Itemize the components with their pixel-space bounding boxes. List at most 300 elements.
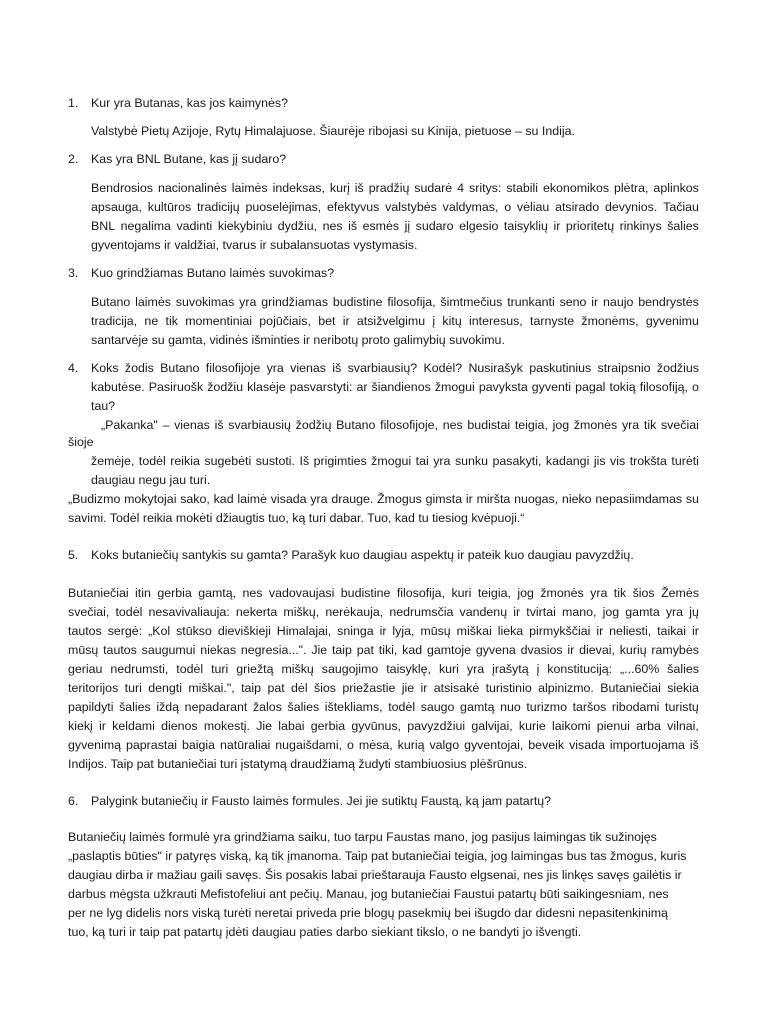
word: budistine xyxy=(332,295,383,309)
word: miškai.", xyxy=(188,681,235,695)
word: straipsnio xyxy=(597,361,651,375)
word: žodžiu xyxy=(207,380,244,394)
word: iš xyxy=(214,418,224,432)
word: mokytojai xyxy=(124,492,177,506)
answer-5-line xyxy=(68,698,699,717)
word: puoselėjimas, xyxy=(245,200,322,214)
word: apsauga, xyxy=(91,200,142,214)
word: geriau xyxy=(68,662,103,676)
word: žodžių xyxy=(295,418,332,432)
question-4-line xyxy=(91,359,699,378)
word: svarbiausių? xyxy=(347,361,418,375)
quote-line: savimi. Todėl reikia mokėti džiaugtis tuo, ką turi dabar. Tuo, kad tu tiesiog kvėpuoji.“ xyxy=(68,511,525,525)
word: kitų xyxy=(442,314,462,328)
word: yra xyxy=(433,454,451,468)
answer-5-line xyxy=(68,622,699,641)
answer-3-line xyxy=(91,312,699,331)
word: tik xyxy=(613,586,627,600)
word: yra xyxy=(590,586,608,600)
word: Butaniečiai xyxy=(68,586,129,600)
question-4-number: 4. xyxy=(68,361,79,375)
word: bendrystės xyxy=(638,295,699,309)
word: Pasiruošk xyxy=(148,380,204,394)
word: žmogui xyxy=(434,380,475,394)
word: pavyzdžiui xyxy=(407,719,466,733)
word: ne xyxy=(144,314,159,328)
word: mokestį. xyxy=(203,719,250,733)
answer-6-line: darbus mėgsta užkrauti Mefistofeliui ant pečių. Manau, jog butaniečiai Faustui patartų būti saikingesniam, nes xyxy=(68,887,669,901)
word: filosofijoje xyxy=(205,361,261,375)
word: jie xyxy=(401,681,415,695)
word: indeksas, xyxy=(272,181,325,195)
word: gyvena xyxy=(475,643,516,657)
word: efektyvus xyxy=(327,200,380,214)
word: ir xyxy=(420,681,428,695)
word: sergė: xyxy=(107,624,143,638)
word: devynios. xyxy=(604,200,658,214)
answer-4-line: šioje xyxy=(68,435,94,449)
word: turizmo xyxy=(526,700,567,714)
word: nedrumsčia xyxy=(389,605,454,619)
word: jis xyxy=(593,454,606,468)
word: Tačiau xyxy=(663,200,699,214)
word: kabutėse. xyxy=(91,380,145,394)
word: gyvūnus, xyxy=(351,719,401,733)
word: ir xyxy=(567,643,575,657)
word: arba xyxy=(636,719,661,733)
word: dieviškieji xyxy=(217,624,271,638)
word: alpinizmo. xyxy=(538,681,594,695)
word: pat xyxy=(267,681,285,695)
word: plėtra, xyxy=(614,181,649,195)
word: klasėje xyxy=(247,380,286,394)
word: Butano xyxy=(336,418,376,432)
word: vienas xyxy=(174,418,210,432)
answer-5-line: Indijos. Taip pat butaniečiai turi įstatymą draudžiamą žudyti stambiuosius plėšrūnus. xyxy=(68,757,528,771)
word: kadangi xyxy=(545,454,590,468)
word: yra xyxy=(665,605,684,619)
word: mūsų xyxy=(68,643,99,657)
word: žodis xyxy=(124,361,154,375)
word: tarnyste xyxy=(530,314,575,328)
word: Koks xyxy=(91,361,119,375)
word: dengti xyxy=(148,681,182,695)
word: o xyxy=(691,380,699,394)
word: trunkanti xyxy=(507,295,555,309)
word: „Pakanka" xyxy=(101,418,158,432)
word: ekonomikos xyxy=(542,181,610,195)
word: kiekį xyxy=(68,719,93,733)
word: atsirado xyxy=(555,200,600,214)
answer-5-line xyxy=(68,660,699,679)
word: tiki, xyxy=(378,643,398,657)
word: kultūros xyxy=(147,200,192,214)
word: sustoti. xyxy=(255,454,295,468)
word: nekerta xyxy=(235,605,278,619)
word: gamta xyxy=(625,605,660,619)
word: turi xyxy=(211,662,229,676)
answer-6-line: daugiau dirba ir mažiau gaili savęs. Šis posakis labai prieštarauja Fausto elgsenai, nes jis linkęs savęs gailėtis ir xyxy=(68,868,682,882)
word: neliesti, xyxy=(609,624,652,638)
word: ir xyxy=(691,624,699,638)
word: atsisakė xyxy=(433,681,480,695)
word: „Kol xyxy=(148,624,171,638)
word: beveik xyxy=(528,738,565,752)
answer-3-line: santarvėje su gamta, vidinės išminties ir neribotų proto galimybių suvokimu. xyxy=(91,333,505,347)
word: turi xyxy=(124,681,142,695)
word: gyventi xyxy=(531,380,572,394)
word: naujo xyxy=(603,295,634,309)
word: turistų xyxy=(665,700,699,714)
word: „Budizmo xyxy=(68,492,121,506)
answer-5-line xyxy=(68,717,699,736)
word: nes xyxy=(242,586,263,600)
word: 4 xyxy=(457,181,465,195)
word: galvijai, xyxy=(471,719,513,733)
word: bet xyxy=(318,314,336,328)
word: tradicijų xyxy=(196,200,240,214)
word: todėl xyxy=(388,700,416,714)
word: vienas xyxy=(290,361,326,375)
word: žmogui xyxy=(371,454,412,468)
word: žmonės xyxy=(540,586,584,600)
word: šalies xyxy=(667,662,699,676)
word: pirmykščiai xyxy=(529,624,591,638)
word: laimės xyxy=(231,181,268,195)
answer-6-line: Butaniečių laimės formulė yra grindžiama saiku, tuo tarpu Faustas mano, jog pasijus laimingas tik sužinojęs xyxy=(68,830,657,844)
word: vadinti xyxy=(176,219,213,233)
word: keldami xyxy=(112,719,155,733)
word: niekas xyxy=(200,643,237,657)
word: Butaniečiai xyxy=(600,681,661,695)
word: valdymas, xyxy=(442,200,499,214)
word: jog xyxy=(602,605,620,619)
word: kuri xyxy=(451,586,472,600)
word: miškų xyxy=(281,662,314,676)
word: nugaišdami, xyxy=(275,738,343,752)
word: ir xyxy=(379,624,387,638)
word: žalos xyxy=(252,700,282,714)
word: nieko xyxy=(561,492,592,506)
word: tai xyxy=(415,454,429,468)
word: konstituciją: xyxy=(547,662,613,676)
word: filosofijoje, xyxy=(380,418,439,432)
answer-5-line xyxy=(68,679,699,698)
word: nuo xyxy=(500,700,521,714)
word: tik xyxy=(165,314,178,328)
word: taikai xyxy=(657,624,687,638)
word: aplinkos xyxy=(653,181,699,195)
question-5-number: 5. xyxy=(68,548,79,562)
word: siekia xyxy=(667,681,699,695)
question-5: Koks butaniečių santykis su gamta? Parašyk kuo daugiau aspektų ir pateik kuo daugiau pavyzdžių. xyxy=(91,548,634,562)
word: importuojama xyxy=(609,738,685,752)
word: mūsų xyxy=(420,624,451,638)
word: šios xyxy=(313,681,336,695)
word: „...60% xyxy=(620,662,660,676)
word: kad xyxy=(213,492,234,506)
word: gyvenimą xyxy=(68,738,122,752)
answer-4-line: daugiau negu jau turi. xyxy=(91,473,211,487)
word: paprastai xyxy=(126,738,177,752)
answer-4-line xyxy=(91,452,699,471)
word: Žemės xyxy=(661,586,699,600)
question-2: Kas yra BNL Butane, kas jį sudaro? xyxy=(91,152,287,166)
word: Himalajai, xyxy=(276,624,332,638)
word: pavyksta xyxy=(478,380,528,394)
word: lyja, xyxy=(392,624,415,638)
word: miršta xyxy=(476,492,511,506)
word: teigia, xyxy=(514,418,548,432)
word: dvasios xyxy=(520,643,563,657)
word: paskutinius xyxy=(529,361,592,375)
word: pasvarstyti: xyxy=(289,380,353,394)
word: yra xyxy=(466,662,485,676)
word: lieka xyxy=(497,624,524,638)
word: pagal xyxy=(575,380,606,394)
word: svečiai xyxy=(660,418,699,432)
word: teritorijos xyxy=(68,681,119,695)
word: filosofija, xyxy=(387,295,436,309)
word: suvokimas xyxy=(175,295,235,309)
word: šios xyxy=(632,586,655,600)
word: visada xyxy=(270,492,307,506)
word: iždą xyxy=(156,700,180,714)
word: Iš xyxy=(299,454,310,468)
word: ribodami xyxy=(611,700,660,714)
word: tradicija, xyxy=(91,314,138,328)
word: iš xyxy=(332,361,342,375)
word: atsižvelgimu xyxy=(356,314,426,328)
word: ramybės xyxy=(651,643,699,657)
word: o xyxy=(347,738,354,752)
word: saugumui xyxy=(141,643,196,657)
answer-2-line: gyventojams ir valdžiai, tvarus ir subalansuotas vystymasis. xyxy=(91,238,418,252)
word: sudaro xyxy=(415,219,454,233)
word: nes xyxy=(322,219,343,233)
question-4-line: tau? xyxy=(91,399,116,413)
word: jį xyxy=(404,219,411,233)
word: sninga xyxy=(337,624,374,638)
word: su xyxy=(685,492,699,506)
word: o xyxy=(504,200,512,214)
word: tvirtai xyxy=(526,605,556,619)
question-6: Palygink butaniečių ir Fausto laimės formules. Jei jie sutiktų Faustą, ką jam patartų? xyxy=(91,794,552,808)
word: nedrumsti, xyxy=(110,662,169,676)
word: nesavivaliauja: xyxy=(148,605,230,619)
word: Butano xyxy=(91,295,131,309)
word: momentiniai xyxy=(185,314,252,328)
word: žmonėms, xyxy=(581,314,639,328)
answer-5-line xyxy=(68,641,699,660)
word: šalies xyxy=(287,700,320,714)
word: seno xyxy=(559,295,587,309)
word: žodžius xyxy=(656,361,699,375)
word: Jie xyxy=(311,643,328,657)
answer-4-line xyxy=(101,416,699,435)
word: ir xyxy=(99,719,106,733)
word: nerėkauja, xyxy=(325,605,384,619)
word: gyventojai, xyxy=(464,738,524,752)
word: teigia, xyxy=(477,586,511,600)
word: šalies xyxy=(119,700,151,714)
word: todėl xyxy=(176,662,204,676)
word: filosofija, xyxy=(396,586,446,600)
word: valstybės xyxy=(385,200,437,214)
word: jų xyxy=(689,605,699,619)
word: prioritetų xyxy=(565,219,615,233)
word: ištekliams, xyxy=(324,700,383,714)
word: dėl xyxy=(291,681,308,695)
answer-2-line xyxy=(91,217,699,236)
word: prigimties xyxy=(313,454,367,468)
word: tokią xyxy=(609,380,636,394)
word: vadovaujasi xyxy=(268,586,335,600)
word: mano, xyxy=(562,605,597,619)
word: kurių xyxy=(619,643,647,657)
word: ir xyxy=(591,295,599,309)
word: yra xyxy=(310,492,328,506)
word: esmės xyxy=(362,219,400,233)
word: iš xyxy=(354,181,364,195)
word: žemėje, xyxy=(91,454,135,468)
word: miškų, xyxy=(283,605,320,619)
word: taip xyxy=(241,681,262,695)
word: gamtoje xyxy=(426,643,472,657)
word: sritys: xyxy=(469,181,502,195)
word: ir xyxy=(596,624,604,638)
word: pradžių xyxy=(368,181,410,195)
word: taisyklių xyxy=(503,219,548,233)
word: tik xyxy=(643,418,657,432)
word: laimės xyxy=(135,295,171,309)
quote-line xyxy=(68,490,699,509)
word: BNL xyxy=(91,219,116,233)
word: žmonės xyxy=(573,418,618,432)
question-6-number: 6. xyxy=(68,794,79,808)
word: Nusirašyk xyxy=(468,361,523,375)
word: nuogas, xyxy=(514,492,559,506)
word: turistinio xyxy=(485,681,532,695)
word: vilnai, xyxy=(667,719,699,733)
word: Jie xyxy=(256,719,273,733)
word: Žmogus xyxy=(377,492,422,506)
answer-6-line: tuo, ką turi ir taip pat patartų įdėti daugiau paties darbo siekiant tikslo, o ne bandyti jo išvengti. xyxy=(68,925,582,939)
word: Butano xyxy=(160,361,200,375)
word: saugo xyxy=(420,700,455,714)
word: priežastie xyxy=(342,681,396,695)
word: labai xyxy=(278,719,305,733)
word: interesus, xyxy=(469,314,523,328)
word: negresia...". xyxy=(240,643,307,657)
word: budistai xyxy=(467,418,511,432)
word: griežtą xyxy=(236,662,274,676)
word: papildyti xyxy=(68,700,114,714)
word: iš xyxy=(689,738,699,752)
word: ar xyxy=(356,380,368,394)
word: svarbiausių xyxy=(228,418,291,432)
word: taisyklę, xyxy=(386,662,431,676)
word: gyvenimu xyxy=(645,314,699,328)
word: dienos xyxy=(161,719,198,733)
word: todėl xyxy=(115,605,143,619)
word: pat xyxy=(356,643,374,657)
word: taip xyxy=(331,643,352,657)
word: pienui xyxy=(596,719,630,733)
answer-5-line xyxy=(68,736,699,755)
word: negalima xyxy=(120,219,171,233)
word: pojūčiais, xyxy=(259,314,311,328)
word: grindžiamas xyxy=(261,295,329,309)
word: gerbia xyxy=(310,719,346,733)
answer-5-line xyxy=(68,584,699,603)
word: kurį xyxy=(329,181,350,195)
word: taršos xyxy=(572,700,607,714)
word: šalies xyxy=(667,219,699,233)
answer-3-line xyxy=(91,293,699,312)
question-2-number: 2. xyxy=(68,152,79,166)
word: Kodėl? xyxy=(423,361,463,375)
word: stabili xyxy=(506,181,538,195)
word: mėsa, xyxy=(358,738,393,752)
word: tautos xyxy=(103,643,137,657)
word: šiandienos xyxy=(371,380,431,394)
word: visada xyxy=(569,738,605,752)
word: yra xyxy=(239,295,257,309)
word: kuri xyxy=(438,662,459,676)
answer-1: Valstybė Pietų Azijoje, Rytų Himalajuose. Šiaurėje ribojasi su Kinija, pietuose – su Indija. xyxy=(91,124,575,138)
word: kad xyxy=(402,643,423,657)
question-1: Kur yra Butanas, kas jos kaimynės? xyxy=(91,96,288,110)
word: tautos xyxy=(68,624,102,638)
word: gamtą, xyxy=(198,586,237,600)
word: todėl xyxy=(138,454,166,468)
word: drauge. xyxy=(331,492,374,506)
word: nacionalinės xyxy=(157,181,227,195)
word: itin xyxy=(135,586,151,600)
word: nepasiimdamas xyxy=(595,492,683,506)
word: vis xyxy=(610,454,626,468)
word: laikomi xyxy=(551,719,591,733)
word: šimtmečius xyxy=(440,295,503,309)
word: jog xyxy=(517,586,534,600)
answer-6-line: per ne lyg didelis nors viską turėti neretai priveda prie blogų pasekmių bei išugdo dar didesni nepasitenkinimą xyxy=(68,906,668,920)
word: jog xyxy=(552,418,570,432)
word: filosofiją, xyxy=(639,380,688,394)
word: dydžiu, xyxy=(277,219,318,233)
word: elgesio xyxy=(459,219,499,233)
answer-2-line xyxy=(91,198,699,217)
word: trokšta xyxy=(629,454,667,468)
word: saugojimo xyxy=(321,662,379,676)
word: ir xyxy=(513,605,521,619)
word: turėti xyxy=(671,454,699,468)
word: laimė xyxy=(237,492,267,506)
word: gerbia xyxy=(157,586,192,600)
word: kurią xyxy=(397,738,425,752)
word: miškai xyxy=(456,624,492,638)
word: sako, xyxy=(180,492,210,506)
word: sunku xyxy=(454,454,489,468)
word: gamtą xyxy=(460,700,495,714)
word: natūraliai xyxy=(220,738,271,752)
word: – xyxy=(162,418,170,432)
word: rinkinys xyxy=(619,219,662,233)
question-4-line xyxy=(91,378,699,397)
question-3-number: 3. xyxy=(68,266,79,280)
word: gimsta xyxy=(425,492,463,506)
word: ir xyxy=(553,219,561,233)
